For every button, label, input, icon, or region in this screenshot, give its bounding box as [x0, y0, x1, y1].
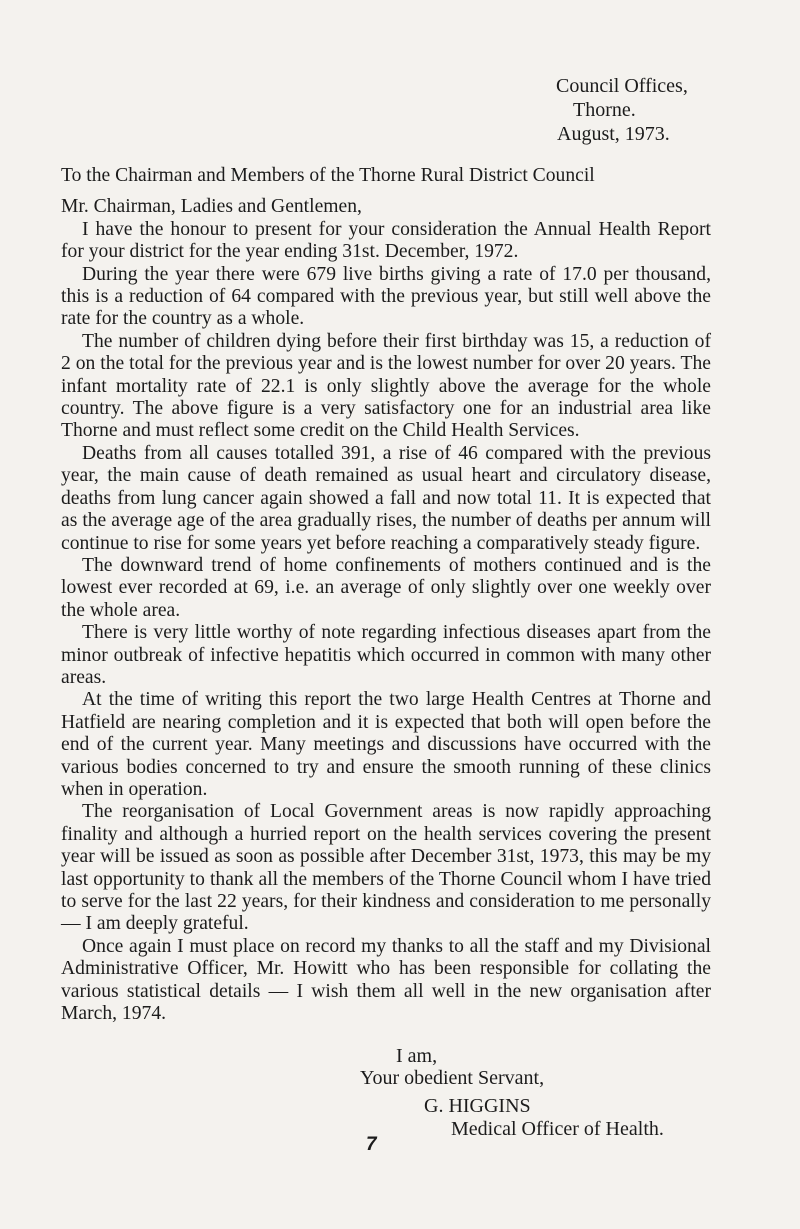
address-line-1: Council Offices,	[556, 75, 688, 97]
addressee-line: To the Chairman and Members of the Thorne Rural District Council	[61, 165, 595, 186]
paragraph: There is very little worthy of note regarding infectious diseases apart from the minor outbreak of infective hepatitis which occurred in common with many other areas.	[61, 622, 711, 688]
closing-line: I am,	[396, 1045, 438, 1067]
letter-body	[61, 165, 711, 1025]
salutation: Mr. Chairman, Ladies and Gentlemen,	[61, 196, 362, 218]
paragraph: At the time of writing this report the two large Health Centres at Thorne and Hatfield are nearing completion and it is expected that both will open before the end of the current year. Many meetings and discussions have occurred with the various bodies concerned to try and ensure the smooth running of these clinics when in operation.	[61, 689, 711, 800]
page-number: 7	[366, 1134, 377, 1155]
paragraph: The downward trend of home confinements of mothers continued and is the lowest ever recorded at 69, i.e. an average of only slightly over one weekly over the whole area.	[61, 554, 711, 621]
letter-date: August, 1973.	[557, 123, 670, 145]
sender-address	[556, 74, 688, 146]
paragraph: Deaths from all causes totalled 391, a rise of 46 compared with the previous year, the main cause of death remained as usual heart and circulatory disease, deaths from lung cancer again showed a fall and now total 11. It is expected that as the average age of the area gradually rises, the number of deaths per annum will continue to rise for some years yet before reaching a comparatively steady figure.	[61, 442, 711, 554]
signatory-title: Medical Officer of Health.	[451, 1118, 664, 1140]
paragraph: During the year there were 679 live births giving a rate of 17.0 per thousand, this is a reduction of 64 compared with the previous year, but still well above the rate for the country as a whole.	[61, 263, 711, 330]
address-line-2: Thorne.	[573, 99, 636, 121]
signatory-name: G. HIGGINS	[424, 1095, 531, 1117]
paragraph: Once again I must place on record my thanks to all the staff and my Divisional Administrative Officer, Mr. Howitt who has been responsible for collating the various statistical details — I wish them all well in the new organisation after March, 1974.	[61, 935, 711, 1025]
paragraph: The reorganisation of Local Government areas is now rapidly approaching finality and although a hurried report on the health services covering the present year will be issued as soon as possible after December 31st, 1973, this may be my last opportunity to thank all the members of the Thorne Council whom I have tried to serve for the last 22 years, for their kindness and consideration to me personally — I am deeply grateful.	[61, 801, 711, 935]
paragraph: I have the honour to present for your consideration the Annual Health Report for your district for the year ending 31st. December, 1972.	[61, 218, 711, 263]
paragraph: The number of children dying before their first birthday was 15, a reduction of 2 on the total for the previous year and is the lowest number for over 20 years. The infant mortality rate of 22.1 is only slightly above the average for the whole country. The above figure is a very satisfactory one for an industrial area like Thorne and must reflect some credit on the Child Health Services.	[61, 330, 711, 442]
closing-phrase: Your obedient Servant,	[360, 1067, 545, 1089]
